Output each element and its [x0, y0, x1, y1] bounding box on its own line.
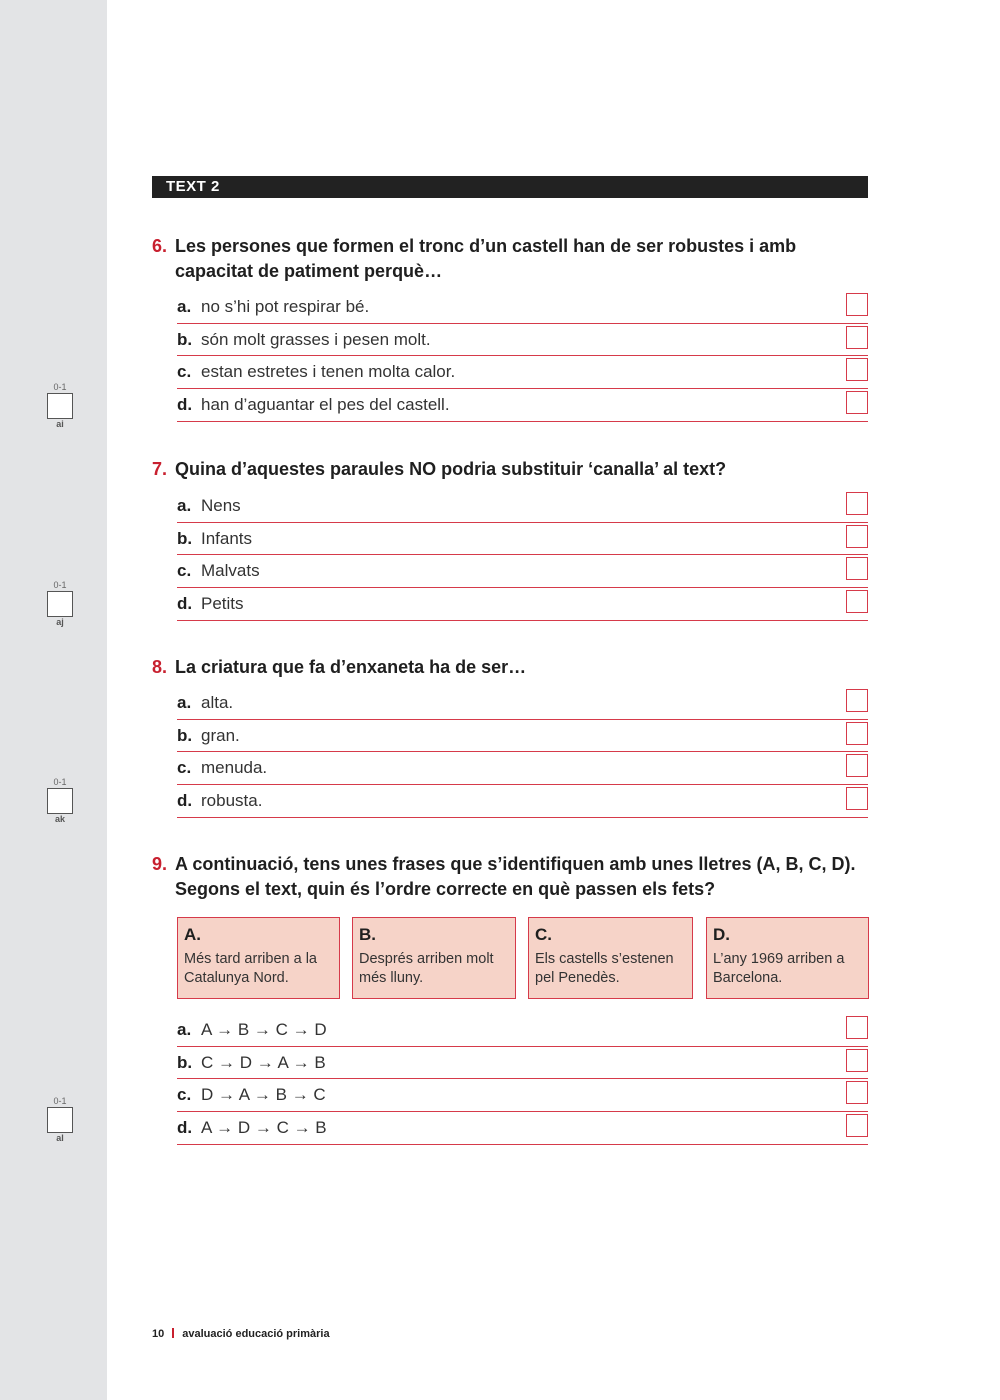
emphasis-no: NO [409, 459, 437, 479]
event-card-b [352, 917, 516, 999]
answer-checkbox[interactable] [846, 492, 868, 515]
option-letter: b. [177, 329, 193, 349]
option-b [177, 523, 868, 556]
page-number: 10 [152, 1328, 165, 1340]
card-text: Després arriben molt més lluny. [359, 951, 494, 986]
option-letter: c. [177, 561, 192, 581]
footer-divider [172, 1328, 174, 1338]
question-number: 8. [152, 657, 168, 677]
option-c [177, 752, 868, 785]
answer-checkbox[interactable] [846, 358, 868, 381]
event-cards [177, 917, 869, 999]
option-text: C → D → A → B [201, 1052, 326, 1072]
option-text: Malvats [201, 561, 260, 581]
option-letter: b. [177, 1052, 193, 1072]
event-card-d [706, 917, 869, 999]
answer-checkbox[interactable] [846, 689, 868, 712]
option-d [177, 588, 868, 621]
question-6 [152, 234, 872, 422]
question-number: 6. [152, 236, 168, 256]
option-b [177, 720, 868, 753]
left-margin-strip [0, 0, 107, 1400]
card-text: Els castells s’estenen pel Penedès. [535, 951, 674, 986]
card-text: Més tard arriben a la Catalunya Nord. [184, 951, 317, 986]
question-text: A continuació, tens unes frases que s’identifiquen amb unes lletres (A, B, C, D). Segons el text, quin és l’ordre correcte en què passen els fets? [175, 854, 856, 899]
option-letter: b. [177, 725, 193, 745]
option-a [177, 291, 868, 324]
card-letter: C. [535, 925, 552, 944]
answer-checkbox[interactable] [846, 722, 868, 745]
score-input[interactable] [47, 1107, 73, 1133]
option-letter: d. [177, 1118, 193, 1138]
score-box-q9 [46, 1096, 74, 1143]
option-text: Petits [201, 594, 244, 614]
answer-checkbox[interactable] [846, 293, 868, 316]
option-letter: c. [177, 1085, 192, 1105]
answer-checkbox[interactable] [846, 1114, 868, 1137]
card-letter: B. [359, 925, 376, 944]
score-range: 0-1 [53, 1096, 67, 1106]
option-a [177, 687, 868, 720]
card-text: L’any 1969 arriben a Barcelona. [713, 951, 845, 986]
option-text: A → D → C → B [201, 1118, 327, 1138]
score-range: 0-1 [53, 580, 67, 590]
score-code: ai [56, 419, 64, 429]
option-letter: a. [177, 693, 192, 712]
option-letter: a. [177, 297, 192, 316]
section-title: TEXT 2 [152, 176, 868, 198]
card-letter: A. [184, 925, 201, 944]
question-text: Quina d’aquestes paraules NO podria substituir ‘canalla’ al text? [175, 459, 727, 479]
option-c [177, 1079, 868, 1112]
score-box-q8 [46, 777, 74, 824]
answer-checkbox[interactable] [846, 1016, 868, 1039]
score-code: ak [54, 814, 65, 824]
option-text: han d’aguantar el pes del castell. [201, 395, 450, 415]
question-7 [152, 457, 872, 621]
question-text: La criatura que fa d’enxaneta ha de ser… [175, 657, 527, 677]
score-code: al [56, 1133, 64, 1143]
question-number: 7. [152, 459, 168, 479]
option-d [177, 1112, 868, 1145]
option-letter: a. [177, 1020, 192, 1039]
option-letter: c. [177, 758, 192, 778]
card-letter: D. [713, 925, 730, 944]
score-input[interactable] [47, 788, 73, 814]
answer-checkbox[interactable] [846, 391, 868, 414]
option-letter: d. [177, 395, 193, 415]
answer-checkbox[interactable] [846, 1081, 868, 1104]
option-text: estan estretes i tenen molta calor. [201, 362, 456, 382]
question-8 [152, 655, 872, 818]
option-text: alta. [201, 693, 234, 712]
page-footer [152, 1327, 330, 1341]
option-text: D → A → B → C [201, 1085, 326, 1105]
option-d [177, 785, 868, 818]
score-input[interactable] [47, 591, 73, 617]
option-letter: c. [177, 362, 192, 382]
question-number: 9. [152, 854, 168, 874]
option-text: són molt grasses i pesen molt. [201, 329, 431, 349]
answer-checkbox[interactable] [846, 557, 868, 580]
score-box-q7 [46, 580, 74, 627]
event-card-c [528, 917, 693, 999]
option-b [177, 324, 868, 357]
score-code: aj [56, 617, 64, 627]
option-letter: a. [177, 496, 192, 515]
option-text: robusta. [201, 791, 263, 811]
option-d [177, 389, 868, 422]
option-b [177, 1047, 868, 1080]
answer-checkbox[interactable] [846, 525, 868, 548]
answer-checkbox[interactable] [846, 326, 868, 349]
answer-checkbox[interactable] [846, 787, 868, 810]
score-input[interactable] [47, 393, 73, 419]
question-9-options [152, 1014, 872, 1145]
score-range: 0-1 [53, 777, 67, 787]
option-letter: d. [177, 791, 193, 811]
question-text: Les persones que formen el tronc d’un castell han de ser robustes i amb capacitat de patiment perquè… [175, 236, 797, 281]
option-letter: d. [177, 594, 193, 614]
option-text: Infants [201, 528, 253, 548]
option-c [177, 356, 868, 389]
score-range: 0-1 [53, 382, 67, 392]
event-card-a [177, 917, 340, 999]
footer-label: avaluació educació primària [182, 1328, 330, 1340]
option-a [177, 490, 868, 523]
answer-checkbox[interactable] [846, 754, 868, 777]
option-letter: b. [177, 528, 193, 548]
question-9 [152, 852, 872, 902]
option-text: gran. [201, 725, 240, 745]
option-text: A → B → C → D [201, 1020, 327, 1039]
option-text: no s’hi pot respirar bé. [201, 297, 370, 316]
option-c [177, 555, 868, 588]
answer-checkbox[interactable] [846, 1049, 868, 1072]
answer-checkbox[interactable] [846, 590, 868, 613]
option-text: Nens [201, 496, 241, 515]
option-a [177, 1014, 868, 1047]
option-text: menuda. [201, 758, 268, 778]
score-box-q6 [46, 382, 74, 429]
